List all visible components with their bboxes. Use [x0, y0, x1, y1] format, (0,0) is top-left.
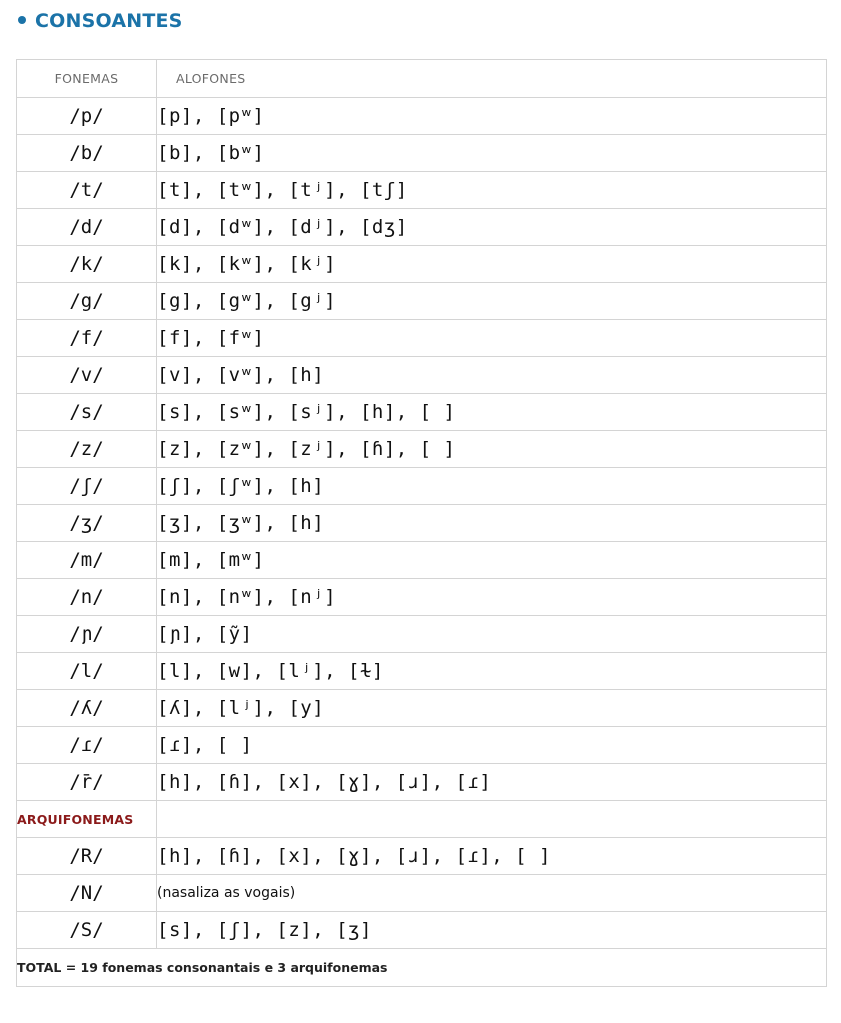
fonema-cell: /d/ — [17, 209, 157, 246]
fonema-cell: /v/ — [17, 357, 157, 394]
alofones-cell: [m], [mʷ] — [157, 542, 827, 579]
section-title: CONSOANTES — [35, 10, 183, 32]
alofones-cell: [z], [zʷ], [zʲ], [ɦ], [ ] — [157, 431, 827, 468]
table-row — [17, 357, 827, 394]
total-text: TOTAL = 19 fonemas consonantais e 3 arquifonemas — [17, 949, 827, 987]
table-row — [17, 616, 827, 653]
table-row — [17, 912, 827, 949]
alofones-cell: [n], [nʷ], [nʲ] — [157, 579, 827, 616]
alofones-cell: [f], [fʷ] — [157, 320, 827, 357]
column-header-alofones: ALOFONES — [157, 60, 827, 98]
consonants-table — [16, 59, 827, 987]
table-row — [17, 468, 827, 505]
fonema-cell: /b/ — [17, 135, 157, 172]
alofones-cell: [d], [dʷ], [dʲ], [dʒ] — [157, 209, 827, 246]
alofones-cell: [v], [vʷ], [h] — [157, 357, 827, 394]
alofones-cell: [ʎ], [lʲ], [y] — [157, 690, 827, 727]
table-row — [17, 579, 827, 616]
alofones-cell: [g], [gʷ], [gʲ] — [157, 283, 827, 320]
alofones-cell: [ɾ], [ ] — [157, 727, 827, 764]
table-row — [17, 690, 827, 727]
table-row — [17, 653, 827, 690]
table-row — [17, 542, 827, 579]
column-header-fonemas: FONEMAS — [17, 60, 157, 98]
empty-cell — [157, 801, 827, 838]
alofones-cell: [s], [sʷ], [sʲ], [h], [ ] — [157, 394, 827, 431]
fonema-cell: /z/ — [17, 431, 157, 468]
table-body — [17, 98, 827, 987]
table-row — [17, 838, 827, 875]
table-row — [17, 172, 827, 209]
alofones-cell: [t], [tʷ], [tʲ], [tʃ] — [157, 172, 827, 209]
fonema-cell: /ʎ/ — [17, 690, 157, 727]
alofones-cell: [b], [bʷ] — [157, 135, 827, 172]
fonema-cell: /g/ — [17, 283, 157, 320]
total-row — [17, 949, 827, 987]
alofones-cell: [l], [w], [lʲ], [ɫ] — [157, 653, 827, 690]
fonema-cell: /ʃ/ — [17, 468, 157, 505]
table-row — [17, 505, 827, 542]
table-row — [17, 135, 827, 172]
table-row — [17, 283, 827, 320]
table-row — [17, 98, 827, 135]
bullet-icon — [18, 16, 26, 24]
alofones-cell: [ʒ], [ʒʷ], [h] — [157, 505, 827, 542]
fonema-cell: /p/ — [17, 98, 157, 135]
fonema-cell: /S/ — [17, 912, 157, 949]
fonema-cell: /l/ — [17, 653, 157, 690]
fonema-cell: /k/ — [17, 246, 157, 283]
fonema-cell: /ʒ/ — [17, 505, 157, 542]
fonema-cell: /t/ — [17, 172, 157, 209]
alofones-cell: [h], [ɦ], [x], [ɣ], [ɹ], [ɾ], [ ] — [157, 838, 827, 875]
arquifonemas-label: ARQUIFONEMAS — [17, 801, 157, 838]
fonema-cell: /ɲ/ — [17, 616, 157, 653]
table-row — [17, 246, 827, 283]
table-row — [17, 727, 827, 764]
alofones-cell: [k], [kʷ], [kʲ] — [157, 246, 827, 283]
fonema-cell: /s/ — [17, 394, 157, 431]
alofones-cell: [ɲ], [ỹ] — [157, 616, 827, 653]
alofones-cell: [s], [ʃ], [z], [ʒ] — [157, 912, 827, 949]
alofones-cell: [p], [pʷ] — [157, 98, 827, 135]
alofones-cell: (nasaliza as vogais) — [157, 875, 827, 912]
fonema-cell: /m/ — [17, 542, 157, 579]
alofones-cell: [ʃ], [ʃʷ], [h] — [157, 468, 827, 505]
table-row — [17, 431, 827, 468]
fonema-cell: /f/ — [17, 320, 157, 357]
fonema-cell: /R/ — [17, 838, 157, 875]
fonema-cell: /n/ — [17, 579, 157, 616]
table-row — [17, 209, 827, 246]
alofones-cell: [h], [ɦ], [x], [ɣ], [ɹ], [ɾ] — [157, 764, 827, 801]
table-row — [17, 764, 827, 801]
table-row — [17, 875, 827, 912]
arquifonemas-header-row — [17, 801, 827, 838]
fonema-cell: /N/ — [17, 875, 157, 912]
section-heading — [18, 6, 183, 36]
table-row — [17, 320, 827, 357]
fonema-cell: /ɾ/ — [17, 727, 157, 764]
fonema-cell: /r̄/ — [17, 764, 157, 801]
table-row — [17, 394, 827, 431]
